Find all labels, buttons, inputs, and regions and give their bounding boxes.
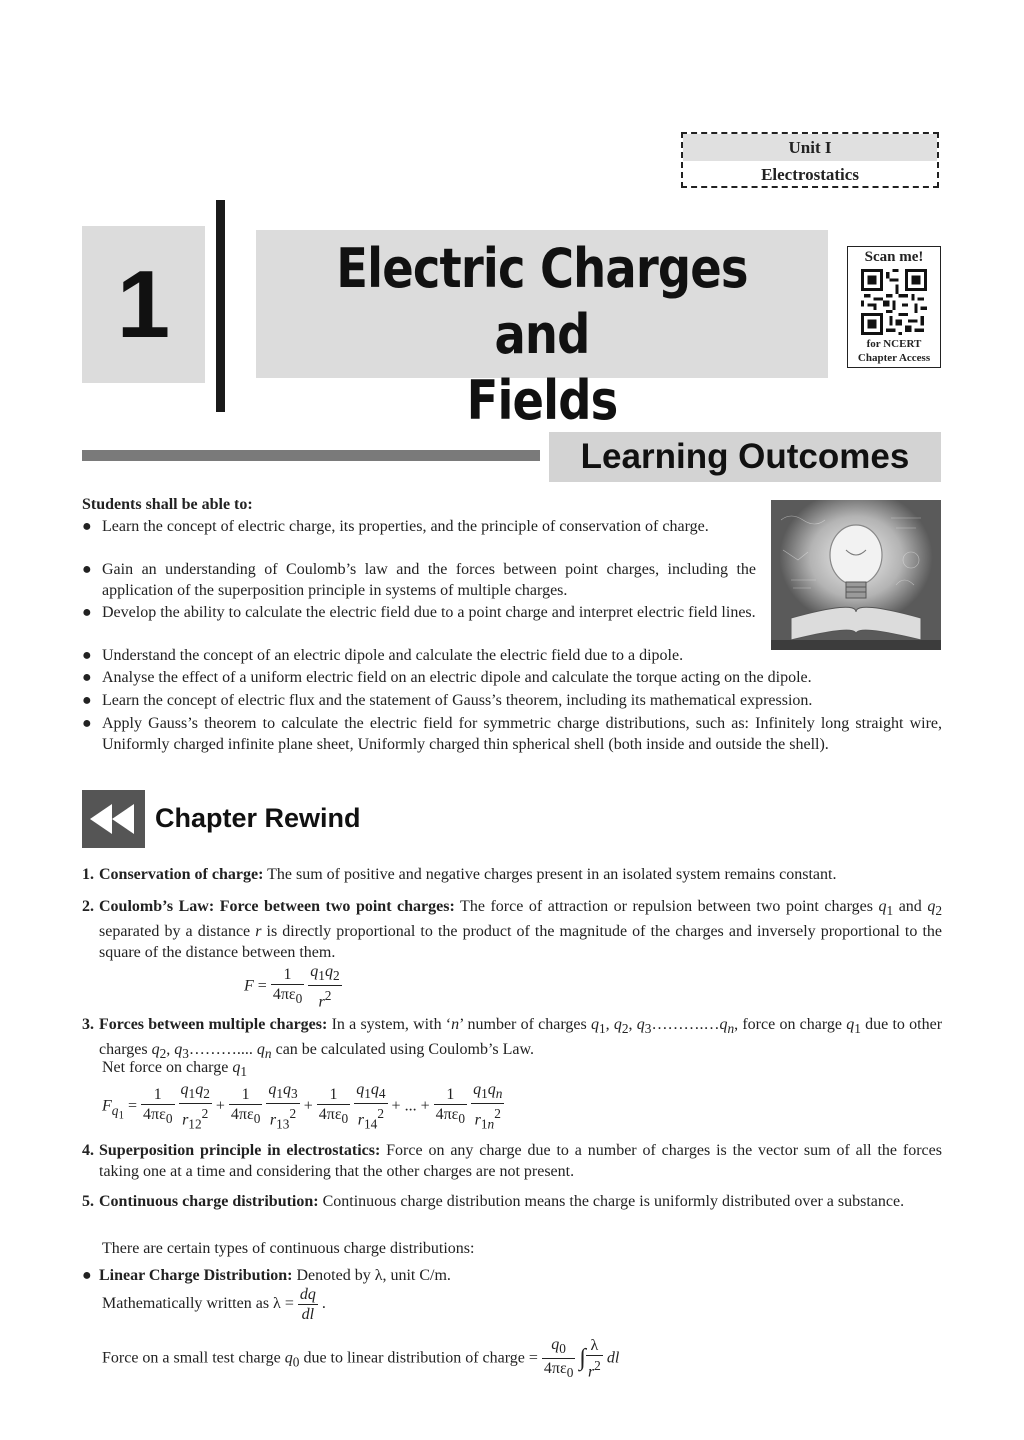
- unit-name: Electrostatics: [761, 165, 859, 184]
- learning-outcomes-heading: Learning Outcomes: [580, 437, 910, 476]
- item-title: Conservation of charge:: [99, 866, 264, 883]
- chapter-rewind-heading: Chapter Rewind: [155, 803, 361, 833]
- bullet-icon: ●: [82, 647, 92, 664]
- item-text: The force of attraction or repulsion between two point charges: [454, 898, 879, 915]
- item-text: , force on charge: [734, 1016, 847, 1033]
- unit-number: Unit I: [683, 134, 937, 161]
- item-number: 3.: [82, 1016, 94, 1033]
- item-title: Continuous charge distribution:: [99, 1193, 319, 1210]
- outcome-text: Understand the concept of an electric dipole and calculate the electric field due to a dipole.: [102, 647, 684, 664]
- outcome-text: Develop the ability to calculate the electric field due to a point charge and interpret electric field lines.: [102, 604, 756, 621]
- bullet-icon: ●: [82, 715, 92, 732]
- item-title: Coulomb’s Law: Force between two point charges:: [99, 898, 455, 915]
- formula-text: due to linear distribution of charge =: [299, 1349, 542, 1367]
- item-text: can be calculated using Coulomb’s Law.: [271, 1041, 535, 1059]
- item-text: separated by a distance: [99, 923, 256, 941]
- item-text: is directly proportional to the product of the magnitude of the charges and inversely proportional to the square of the distance between them.: [99, 923, 942, 962]
- chapter-number: 1: [116, 251, 171, 358]
- bullet-icon: ●: [82, 1267, 92, 1284]
- outcome-text: Analyse the effect of a uniform electric field on an electric dipole and calculate the torque acting on the dipole.: [102, 669, 812, 686]
- bullet-icon: ●: [82, 692, 92, 709]
- item-text: The sum of positive and negative charges present in an isolated system remains constant.: [263, 866, 837, 883]
- item-number: 2.: [82, 898, 94, 915]
- qr-scan-label: Scan me!: [864, 249, 924, 265]
- chapter-title-line1: Electric Charges and: [336, 237, 748, 366]
- bullet-icon: ●: [82, 604, 92, 621]
- outcome-text: Apply Gauss’s theorem to calculate the electric field for symmetric charge distributions, such as: Infinitely long straight wire, Uniformly charged infinite plane sheet, Uniformly charged thin spherical shell (both inside and outside the shell).: [102, 715, 942, 753]
- rewind-arrows-icon: [82, 790, 145, 848]
- net-force-formula: $F_{q_1}$ = $\frac{1}{4\pi\varepsilon_0}$ $\frac{q_1q_2}{r_{12}^2}$ + $\frac{1}{4\pi\varepsilon_0}$ $\frac{q_1q_3}{r_{13}^2}$ + $\frac{1}{4\pi\varepsilon_0}$ $\frac{q_1q_4}{r_{14}^2}$ + ... + $\frac{1}{4\pi\varepsilon_0}$ $\frac{q_1q_n}{r_{1n}^2}$: [102, 1081, 503, 1132]
- bullet-icon: ●: [82, 561, 92, 578]
- item-text: Force on any charge due to a number of charges is the vector sum of all the forces taking one at a time and considering that the other charges are not present.: [99, 1142, 942, 1180]
- section-rule: [82, 450, 540, 461]
- item-title: Linear Charge Distribution:: [99, 1267, 293, 1284]
- item-text: ’ number of charges: [459, 1016, 591, 1033]
- item-text: ……….…: [651, 1016, 720, 1033]
- bullet-icon: ●: [82, 669, 92, 686]
- linear-density-formula: Mathematically written as λ = $\frac{dq}{dl}$ .: [102, 1286, 326, 1323]
- item-text: In a system, with ‘: [327, 1016, 452, 1033]
- item-number: 4.: [82, 1142, 94, 1159]
- qr-code-panel[interactable]: [847, 246, 941, 368]
- net-force-text: Net force on charge: [102, 1059, 233, 1076]
- item-number: 5.: [82, 1193, 94, 1210]
- item-title: Superposition principle in electrostatics:: [99, 1142, 381, 1159]
- item-text: due to other charges: [99, 1016, 943, 1059]
- header-divider: [216, 200, 225, 412]
- rewind-icon: [82, 790, 145, 848]
- linear-force-formula: Force on a small test charge $q_0$ due to linear distribution of charge = $\frac{q_0}{4\pi\varepsilon_0}$ ∫ $\frac{\lambda}{r^2}$ dl: [102, 1336, 620, 1381]
- unit-label-box: [681, 132, 939, 188]
- qr-note-line1: for NCERT: [866, 338, 922, 350]
- item-text: and: [893, 898, 928, 915]
- net-force-label: Net force on charge $q_1$: [102, 1059, 247, 1080]
- distribution-types-text: There are certain types of continuous charge distributions:: [102, 1240, 475, 1257]
- item-text: ………....: [188, 1041, 253, 1059]
- formula-intro: Mathematically written as λ =: [102, 1295, 298, 1313]
- lightbulb-book-illustration: [771, 500, 941, 650]
- item-text: Continuous charge distribution means the charge is uniformly distributed over a substance.: [318, 1193, 905, 1210]
- qr-code-icon[interactable]: [861, 269, 927, 335]
- qr-note-line2: Chapter Access: [857, 352, 931, 364]
- bullet-icon: ●: [82, 518, 92, 535]
- chapter-title-line2: Fields: [466, 369, 618, 432]
- item-text: n: [451, 1016, 460, 1033]
- outcome-text: Learn the concept of electric flux and the statement of Gauss’s theorem, including its mathematical expression.: [102, 692, 813, 709]
- outcome-text: Learn the concept of electric charge, its properties, and the principle of conservation of charge.: [102, 518, 709, 535]
- coulomb-formula: F = $\frac{1}{4\pi\varepsilon_0}$ $\frac{q_1q_2}{r^2}$: [244, 963, 340, 1011]
- chapter-title: [296, 236, 788, 434]
- item-title: Forces between multiple charges:: [99, 1016, 328, 1033]
- item-text: Denoted by λ, unit C/m.: [292, 1267, 451, 1284]
- outcomes-intro: Students shall be able to:: [82, 496, 253, 513]
- formula-intro: Force on a small test charge: [102, 1349, 285, 1367]
- outcome-text: Gain an understanding of Coulomb’s law and the forces between point charges, including the application of the superposition principle in systems of multiple charges.: [102, 561, 756, 599]
- item-number: 1.: [82, 866, 94, 883]
